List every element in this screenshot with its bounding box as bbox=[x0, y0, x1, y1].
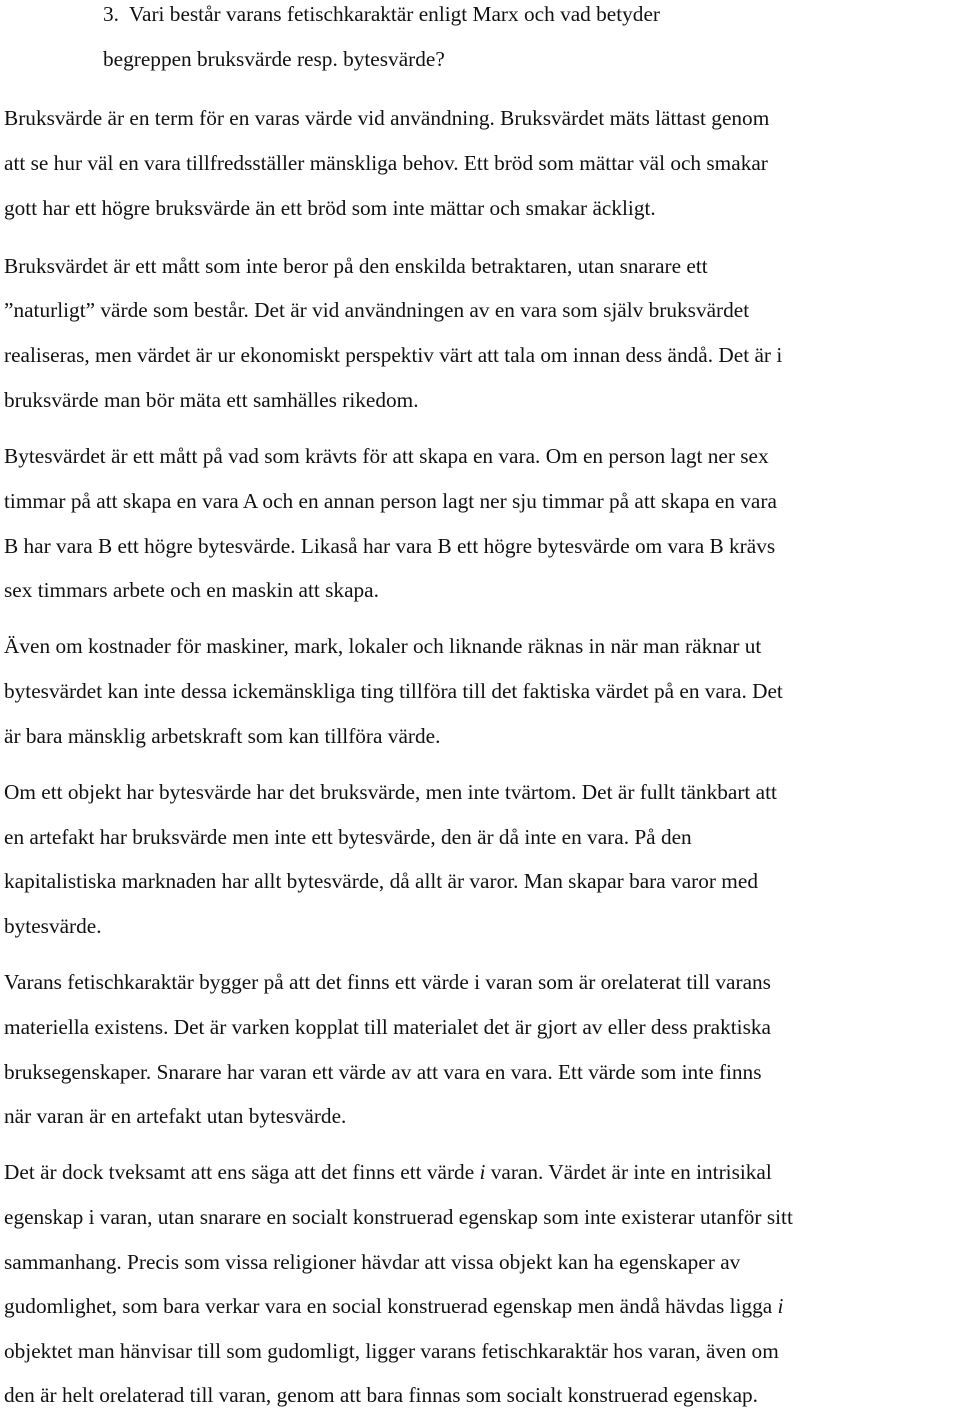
paragraph-7-line: egenskap i varan, utan snarare en socialt konstruerad egenskap som inte existerar utanför sitt bbox=[4, 1205, 793, 1229]
question-number: 3. bbox=[103, 2, 119, 26]
paragraph-7-text: gudomlighet, som bara verkar vara en social konstruerad egenskap men ändå hävdas ligga bbox=[4, 1294, 778, 1318]
emphasis-i: i bbox=[479, 1160, 486, 1184]
emphasis-i: i bbox=[777, 1294, 784, 1318]
paragraph-4-line: Även om kostnader för maskiner, mark, lokaler och liknande räknas in när man räknar ut bbox=[4, 634, 762, 658]
paragraph-7-line: den är helt orelaterad till varan, genom att bara finnas som socialt konstruerad egenskap. bbox=[4, 1383, 758, 1407]
paragraph-7-line bbox=[4, 1158, 772, 1186]
paragraph-6-line: bruksegenskaper. Snarare har varan ett värde av att vara en vara. Ett värde som inte finns bbox=[4, 1060, 762, 1084]
paragraph-7-text: varan. Värdet är inte en intrisikal bbox=[485, 1160, 772, 1184]
paragraph-5-line: bytesvärde. bbox=[4, 914, 102, 938]
paragraph-5-line: kapitalistiska marknaden har allt bytesvärde, då allt är varor. Man skapar bara varor med bbox=[4, 869, 758, 893]
paragraph-3-line: timmar på att skapa en vara A och en annan person lagt ner sju timmar på att skapa en vara bbox=[4, 489, 777, 513]
paragraph-4-line: är bara mänsklig arbetskraft som kan tillföra värde. bbox=[4, 724, 441, 748]
paragraph-2-line: Bruksvärdet är ett mått som inte beror på den enskilda betraktaren, utan snarare ett bbox=[4, 254, 708, 278]
paragraph-7-line bbox=[4, 1292, 783, 1320]
paragraph-6-line: materiella existens. Det är varken kopplat till materialet det är gjort av eller dess praktiska bbox=[4, 1015, 771, 1039]
paragraph-3-line: Bytesvärdet är ett mått på vad som krävts för att skapa en vara. Om en person lagt ner sex bbox=[4, 444, 769, 468]
paragraph-2-line: bruksvärde man bör mäta ett samhälles rikedom. bbox=[4, 388, 419, 412]
paragraph-4-line: bytesvärdet kan inte dessa ickemänskliga ting tillföra till det faktiska värdet på en vara. Det bbox=[4, 679, 783, 703]
question-text-1: Vari består varans fetischkaraktär enligt Marx och vad betyder bbox=[128, 2, 661, 26]
paragraph-3-line: B har vara B ett högre bytesvärde. Likaså har vara B ett högre bytesvärde om vara B krävs bbox=[4, 534, 776, 558]
paragraph-7-line: objektet man hänvisar till som gudomligt, ligger varans fetischkaraktär hos varan, även om bbox=[4, 1339, 779, 1363]
paragraph-1-line: gott har ett högre bruksvärde än ett bröd som inte mättar och smakar äckligt. bbox=[4, 196, 656, 220]
question-heading-line-2 bbox=[103, 45, 445, 73]
paragraph-1-line: Bruksvärde är en term för en varas värde vid användning. Bruksvärdet mäts lättast genom bbox=[4, 106, 770, 130]
paragraph-5-line: en artefakt har bruksvärde men inte ett bytesvärde, den är då inte en vara. På den bbox=[4, 825, 692, 849]
paragraph-3-line: sex timmars arbete och en maskin att skapa. bbox=[4, 578, 379, 602]
paragraph-2-line: realiseras, men värdet är ur ekonomiskt perspektiv värt att tala om innan dess ändå. Det är i bbox=[4, 343, 783, 367]
paragraph-6-line: Varans fetischkaraktär bygger på att det finns ett värde i varan som är orelaterat till varans bbox=[4, 970, 771, 994]
paragraph-7-line: sammanhang. Precis som vissa religioner hävdar att vissa objekt kan ha egenskaper av bbox=[4, 1250, 741, 1274]
paragraph-2-line: ”naturligt” värde som består. Det är vid användningen av en vara som själv bruksvärdet bbox=[4, 298, 750, 322]
paragraph-7-text: Det är dock tveksamt att ens säga att det finns ett värde bbox=[4, 1160, 480, 1184]
question-text-2: begreppen bruksvärde resp. bytesvärde? bbox=[103, 47, 445, 71]
question-heading-line-1 bbox=[103, 0, 660, 28]
paragraph-1-line: att se hur väl en vara tillfredsställer mänskliga behov. Ett bröd som mättar väl och smakar bbox=[4, 151, 768, 175]
paragraph-6-line: när varan är en artefakt utan bytesvärde. bbox=[4, 1104, 347, 1128]
paragraph-5-line: Om ett objekt har bytesvärde har det bruksvärde, men inte tvärtom. Det är fullt tänkbart att bbox=[4, 780, 777, 804]
